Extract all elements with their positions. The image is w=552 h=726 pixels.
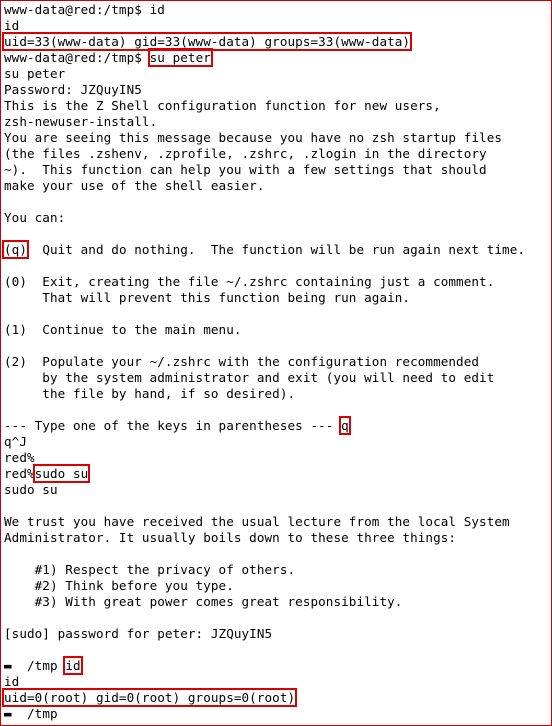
output-text: You are seeing this message because you have no zsh startup files	[4, 130, 503, 145]
terminal-line	[4, 482, 525, 498]
output-text: zsh-newuser-install.	[4, 114, 158, 129]
output-text: ~). This function can help you with a few settings that should	[4, 162, 487, 177]
output-text: (the files .zshenv, .zprofile, .zshrc, .zlogin in the directory	[4, 146, 487, 161]
prompt-text: red%	[4, 466, 35, 481]
option-text: Quit and do nothing. The function will be run again next time.	[27, 242, 526, 257]
terminal-line	[4, 498, 525, 514]
terminal-line	[4, 98, 525, 114]
output-text: This is the Z Shell configuration function for new users,	[4, 98, 441, 113]
terminal-line	[4, 194, 525, 210]
terminal-line	[4, 450, 525, 466]
terminal-line	[4, 162, 525, 178]
output-text: That will prevent this function being run again.	[4, 290, 411, 305]
output-text: sudo su	[4, 482, 58, 497]
output-text: by the system administrator and exit (you will need to edit	[4, 370, 495, 385]
highlighted-command: sudo su	[34, 466, 89, 481]
output-text: Password: JZQuyIN5	[4, 82, 142, 97]
output-text: (1) Continue to the main menu.	[4, 322, 242, 337]
prompt-arrow-icon: ▬	[4, 658, 12, 673]
terminal-output	[4, 2, 525, 722]
terminal-line	[4, 370, 525, 386]
terminal-line	[4, 402, 525, 418]
terminal-line	[4, 114, 525, 130]
highlighted-option: (q)	[4, 242, 27, 257]
terminal-line	[4, 386, 525, 402]
terminal-line	[4, 578, 525, 594]
output-text: red%	[4, 450, 35, 465]
terminal-line	[4, 594, 525, 610]
terminal-line	[4, 322, 525, 338]
terminal-line	[4, 130, 525, 146]
output-text: Administrator. It usually boils down to these three things:	[4, 530, 457, 545]
output-text: We trust you have received the usual lecture from the local System	[4, 514, 510, 529]
prompt-text: --- Type one of the keys in parentheses ---	[4, 418, 342, 433]
output-text: [sudo] password for peter: JZQuyIN5	[4, 626, 273, 641]
output-text: You can:	[4, 210, 66, 225]
terminal-line	[4, 338, 525, 354]
terminal-line	[4, 18, 525, 34]
output-text: q^J	[4, 434, 27, 449]
output-text: id	[4, 674, 20, 689]
highlighted-output: uid=33(www-data) gid=33(www-data) groups=33(www-data)	[4, 34, 411, 49]
terminal-line	[4, 706, 525, 722]
prompt-text: /tmp	[11, 706, 58, 721]
terminal-line	[4, 466, 525, 482]
terminal-line	[4, 50, 525, 66]
terminal-line	[4, 290, 525, 306]
terminal-line	[4, 2, 525, 18]
terminal-line	[4, 66, 525, 82]
prompt-text: www-data@red:/tmp$	[4, 2, 150, 17]
terminal-line	[4, 626, 525, 642]
prompt-text: /tmp	[11, 658, 66, 673]
terminal-line	[4, 530, 525, 546]
terminal-line	[4, 258, 525, 274]
command-text: id	[149, 2, 165, 17]
terminal-line	[4, 306, 525, 322]
terminal-line	[4, 610, 525, 626]
output-text: id	[4, 18, 20, 33]
terminal-line	[4, 210, 525, 226]
highlighted-output: uid=0(root) gid=0(root) groups=0(root)	[4, 690, 296, 705]
terminal-line	[4, 242, 525, 258]
output-text: make your use of the shell easier.	[4, 178, 265, 193]
output-text: #2) Think before you type.	[4, 578, 234, 593]
terminal-line	[4, 226, 525, 242]
terminal-line	[4, 674, 525, 690]
terminal-line	[4, 658, 525, 674]
terminal-line	[4, 546, 525, 562]
prompt-arrow-icon: ▬	[4, 706, 12, 721]
terminal-line	[4, 82, 525, 98]
highlighted-command: su peter	[149, 50, 211, 65]
output-text: #3) With great power comes great responsibility.	[4, 594, 403, 609]
terminal-line	[4, 146, 525, 162]
terminal-line	[4, 690, 525, 706]
terminal-line	[4, 562, 525, 578]
highlighted-command: q	[341, 418, 349, 433]
terminal-line	[4, 642, 525, 658]
output-text: (2) Populate your ~/.zshrc with the configuration recommended	[4, 354, 480, 369]
terminal-line	[4, 354, 525, 370]
terminal-line	[4, 514, 525, 530]
output-text: #1) Respect the privacy of others.	[4, 562, 296, 577]
output-text: (0) Exit, creating the file ~/.zshrc containing just a comment.	[4, 274, 495, 289]
terminal-line	[4, 34, 525, 50]
highlighted-command: id	[65, 658, 81, 673]
output-text: su peter	[4, 66, 66, 81]
prompt-text: www-data@red:/tmp$	[4, 50, 150, 65]
terminal-line	[4, 418, 525, 434]
terminal-line	[4, 274, 525, 290]
terminal-line	[4, 178, 525, 194]
terminal-line	[4, 434, 525, 450]
output-text: the file by hand, if so desired).	[4, 386, 296, 401]
